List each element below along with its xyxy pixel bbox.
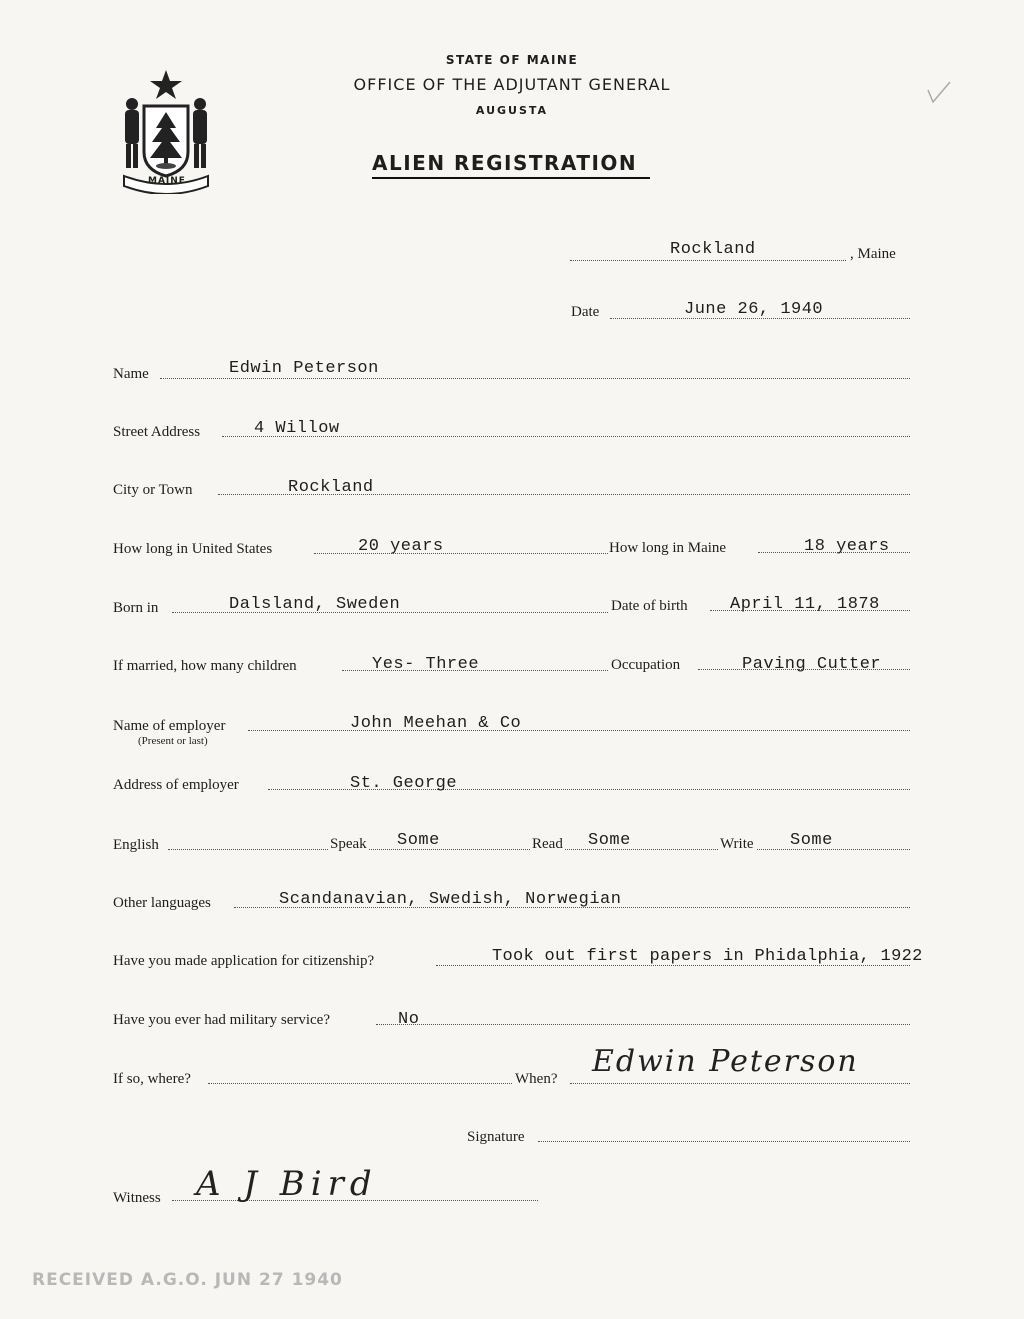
date-label: Date (571, 304, 600, 320)
write-label: Write (720, 836, 754, 852)
name-label: Name (113, 366, 149, 382)
dob-value: April 11, 1878 (730, 595, 880, 614)
born-in-label: Born in (113, 600, 159, 616)
children-label: If married, how many children (113, 658, 297, 674)
street-label: Street Address (113, 424, 201, 440)
received-stamp: RECEIVED A.G.O. JUN 27 1940 (32, 1270, 343, 1290)
employer-value: John Meehan & Co (350, 714, 522, 733)
speak-label: Speak (330, 836, 367, 852)
citizenship-label: Have you made application for citizenship? (113, 953, 375, 969)
date-value: June 26, 1940 (684, 300, 824, 319)
city-label: City or Town (113, 482, 193, 498)
us-years-label: How long in United States (113, 541, 273, 557)
city-value: Rockland (288, 478, 374, 497)
header-state: STATE OF MAINE (445, 53, 579, 67)
employer-line (248, 730, 910, 731)
applicant-signature: Edwin Peterson (592, 1044, 859, 1079)
header-city: AUGUSTA (475, 104, 549, 117)
other-languages-value: Scandanavian, Swedish, Norwegian (279, 890, 622, 909)
street-value: 4 Willow (254, 419, 340, 438)
location-suffix: , Maine (850, 246, 896, 262)
other-languages-label: Other languages (113, 895, 211, 911)
occupation-value: Paving Cutter (742, 655, 882, 674)
seal-banner-text: MAINE (148, 176, 186, 186)
employer-address-value: St. George (350, 774, 458, 793)
location-line (570, 260, 846, 261)
dob-label: Date of birth (611, 598, 688, 614)
employer-address-label: Address of employer (113, 777, 239, 793)
when-label: When? (515, 1071, 558, 1087)
signature-label: Signature (467, 1129, 525, 1145)
title-underline (372, 177, 650, 179)
where-label: If so, where? (113, 1071, 191, 1087)
name-value: Edwin Peterson (229, 359, 379, 378)
military-label: Have you ever had military service? (113, 1012, 330, 1028)
employer-label: Name of employer (113, 718, 226, 734)
header-office: OFFICE OF THE ADJUTANT GENERAL (353, 75, 671, 94)
location-value: Rockland (670, 240, 756, 259)
when-line (570, 1083, 910, 1084)
occupation-label: Occupation (611, 657, 681, 673)
military-line (376, 1024, 910, 1025)
children-value: Yes- Three (372, 655, 480, 674)
born-in-value: Dalsland, Sweden (229, 595, 401, 614)
witness-signature: A J Bird (196, 1164, 378, 1204)
where-line (208, 1083, 512, 1084)
maine-years-label: How long in Maine (609, 540, 727, 556)
read-value: Some (588, 831, 631, 850)
employer-sublabel: (Present or last) (138, 735, 208, 747)
english-label: English (113, 837, 159, 853)
write-value: Some (790, 831, 833, 850)
military-value: No (398, 1010, 420, 1029)
speak-value: Some (397, 831, 440, 850)
maine-years-value: 18 years (804, 537, 890, 556)
read-label: Read (532, 836, 563, 852)
witness-label: Witness (113, 1190, 161, 1206)
name-line (160, 378, 910, 379)
us-years-value: 20 years (358, 537, 444, 556)
form-title: ALIEN REGISTRATION (372, 151, 638, 175)
citizenship-value: Took out first papers in Phidalphia, 1922 (492, 947, 923, 966)
signature-line (538, 1141, 910, 1142)
